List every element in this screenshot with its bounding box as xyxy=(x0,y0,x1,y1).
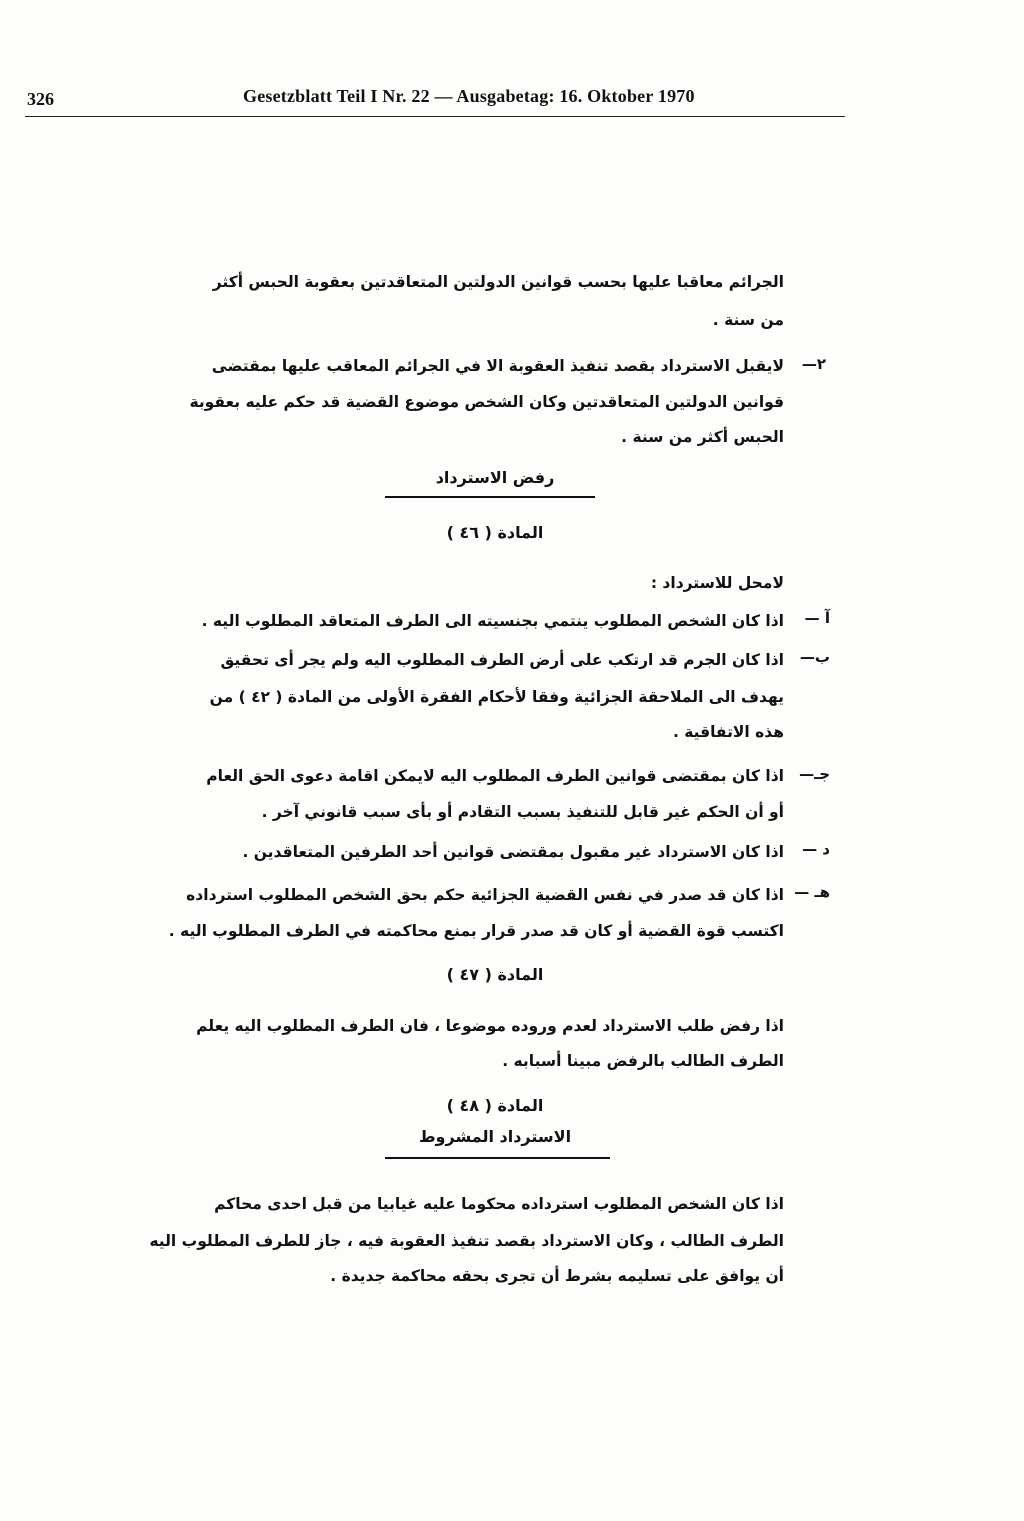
section-title-refusal: رفض الاسترداد xyxy=(435,468,555,487)
article-48-line-3: أن يوافق على تسليمه بشرط أن تجرى بحقه محاكمة جديدة . xyxy=(330,1267,784,1285)
item-e-marker: هـ — xyxy=(794,883,830,901)
item-c-line-1: اذا كان بمقتضى قوانين الطرف المطلوب اليه لايمكن اقامة دعوى الحق العام xyxy=(206,767,784,785)
article-48-subtitle-underline xyxy=(385,1157,610,1159)
article-46-intro: لامحل للاسترداد : xyxy=(650,574,784,592)
article-48-line-1: اذا كان الشخص المطلوب استرداده محكوما عليه غيابيا من قبل احدى محاكم xyxy=(214,1195,784,1213)
item-c-marker: جـ— xyxy=(799,765,830,783)
gazette-title: Gesetzblatt Teil I Nr. 22 — Ausgabetag: 16. Oktober 1970 xyxy=(243,86,695,106)
item-e-line-1: اذا كان قد صدر في نفس القضية الجزائية حكم بحق الشخص المطلوب استرداده xyxy=(186,886,784,904)
header-rule xyxy=(25,116,845,117)
article-47-line-2: الطرف الطالب بالرفض مبينا أسبابه . xyxy=(502,1052,784,1070)
clause-2-line-3: الحبس أكثر من سنة . xyxy=(621,428,784,446)
item-d-marker: د — xyxy=(802,840,830,858)
page-number: 326 xyxy=(27,89,54,109)
clause-2-line-2: قوانين الدولتين المتعاقدتين وكان الشخص موضوع القضية قد حكم عليه بعقوبة xyxy=(189,393,784,411)
clause-2-line-1: لايقبل الاسترداد بقصد تنفيذ العقوبة الا في الجرائم المعاقب عليها بمقتضى xyxy=(211,357,784,375)
intro-line-2: من سنة . xyxy=(712,311,784,329)
article-47-title: المادة ( ٤٧ ) xyxy=(446,965,544,984)
article-48-title: المادة ( ٤٨ ) xyxy=(446,1096,544,1115)
intro-line-1: الجرائم معاقبا عليها بحسب قوانين الدولتين المتعاقدتين بعقوبة الحبس أكثر xyxy=(212,273,784,291)
item-a-marker: آ — xyxy=(804,609,830,627)
item-a-line-1: اذا كان الشخص المطلوب ينتمي بجنسيته الى الطرف المتعاقد المطلوب اليه . xyxy=(201,612,784,630)
article-48-line-2: الطرف الطالب ، وكان الاسترداد بقصد تنفيذ العقوبة فيه ، جاز للطرف المطلوب اليه xyxy=(149,1232,784,1250)
item-b-marker: ب— xyxy=(799,648,830,666)
item-e-line-2: اكتسب قوة القضية أو كان قد صدر قرار بمنع محاكمته في الطرف المطلوب اليه . xyxy=(168,922,784,940)
article-46-title: المادة ( ٤٦ ) xyxy=(446,523,544,542)
section-title-underline xyxy=(385,496,595,498)
article-48-subtitle: الاسترداد المشروط xyxy=(418,1127,572,1146)
item-b-line-3: هذه الاتفاقية . xyxy=(672,723,784,741)
item-b-line-1: اذا كان الجرم قد ارتكب على أرض الطرف المطلوب اليه ولم يجر أى تحقيق xyxy=(220,651,784,669)
item-d-line-1: اذا كان الاسترداد غير مقبول بمقتضى قوانين أحد الطرفين المتعاقدين . xyxy=(242,843,784,861)
item-b-line-2: يهدف الى الملاحقة الجزائية وفقا لأحكام الفقرة الأولى من المادة ( ٤٢ ) من xyxy=(209,688,784,706)
article-47-line-1: اذا رفض طلب الاسترداد لعدم وروده موضوعا ، فان الطرف المطلوب اليه يعلم xyxy=(196,1017,784,1035)
item-c-line-2: أو أن الحكم غير قابل للتنفيذ بسبب التقادم أو بأى سبب قانوني آخر . xyxy=(261,803,784,821)
clause-2-marker: ٢— xyxy=(801,355,826,373)
